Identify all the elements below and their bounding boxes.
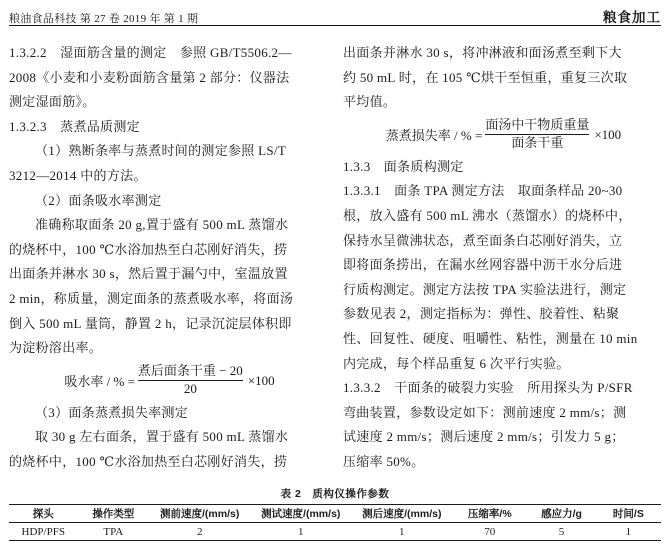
formula-label: 吸水率 / % = [64, 374, 135, 390]
table-2-block [9, 486, 661, 541]
cell-operation-type: TPA [103, 525, 124, 538]
body-line: 压缩率 50%。 [343, 453, 425, 469]
journal-info: 粮油食品科技 第 27 卷 2019 年 第 1 期 [9, 13, 199, 25]
body-line: （2）面条吸水率测定 [35, 192, 162, 208]
cell-compression-ratio: 70 [484, 525, 496, 538]
formula-numerator: 面汤中干物质重量 [485, 117, 590, 133]
col-header-trigger-force: 感应力/g [541, 508, 582, 520]
formula-multiplier: ×100 [247, 372, 275, 388]
body-line: 性、回复性、硬度、咀嚼性、粘性，测量在 10 min [343, 330, 638, 346]
cell-probe: HDP/PFS [21, 525, 65, 538]
body-line: 准确称取面条 20 g,置于盛有 500 mL 蒸馏水 [35, 217, 289, 233]
body-line: 1.3.2.3 蒸煮品质测定 [9, 118, 140, 134]
formula-multiplier: ×100 [594, 126, 622, 142]
two-column-body [9, 41, 664, 475]
body-line: 试速度 2 mm/s；测后速度 2 mm/s；引发力 5 g； [343, 429, 625, 445]
page-header [9, 6, 661, 26]
body-line: 约 50 mL 时，在 105 ℃烘干至恒重，重复三次取 [343, 69, 628, 85]
cell-posttest-speed: 1 [399, 525, 405, 538]
body-line: 倒入 500 mL 量筒，静置 2 h，记录沉淀层体积即 [9, 315, 292, 331]
cell-time: 1 [625, 525, 632, 538]
col-header-time: 时间/S [612, 508, 644, 520]
column-right [343, 41, 664, 475]
body-line: 测定湿面筋》。 [9, 94, 96, 110]
cell-test-speed: 1 [297, 525, 304, 538]
cell-pretest-speed: 2 [196, 525, 203, 538]
body-line: 平均值。 [343, 94, 397, 110]
body-line: 出面条并淋水 30 s，然后置于漏勺中，室温放置 [9, 266, 288, 282]
body-line: 的烧杯中，100 ℃水浴加热至白芯刚好消失，捞 [9, 241, 288, 257]
formula-denominator: 20 [138, 380, 243, 398]
body-line: 弯曲装置，参数设定如下：测前速度 2 mm/s；测 [343, 404, 627, 420]
body-line: （1）熟断条率与蒸煮时间的测定参照 LS/T [35, 143, 287, 159]
body-line: 2008《小麦和小麦粉面筋含量第 2 部分：仪器法 [9, 69, 290, 85]
formula-label: 蒸煮损失率 / % = [385, 128, 483, 144]
body-line: 出面条并淋水 30 s，将冲淋液和面汤煮至剩下大 [343, 45, 622, 60]
col-header-compression-ratio: 压缩率/% [467, 508, 512, 520]
formula-cooking-loss [343, 115, 664, 155]
cell-trigger-force: 5 [558, 525, 565, 538]
formula-numerator: 煮后面条干重 − 20 [137, 363, 243, 379]
formula-fraction [485, 117, 589, 152]
body-line: 内完成，每个样品重复 6 次平行实验。 [343, 355, 570, 371]
body-line: 根，放入盛有 500 mL 沸水（蒸馏水）的烧杯中， [343, 207, 632, 223]
texture-analyzer-params-table [9, 504, 661, 541]
formula-water-absorption [9, 361, 330, 401]
col-header-test-speed: 测试速度/(mm/s) [261, 508, 341, 520]
formula-fraction [138, 363, 243, 398]
body-line: 行质构测定。测定方法按 TPA 实验法进行，测定 [343, 281, 627, 297]
body-line: 为淀粉溶出率。 [9, 340, 103, 356]
body-line: 3212—2014 中的方法。 [9, 167, 147, 183]
table-caption: 表 2 质构仪操作参数 [280, 488, 390, 500]
body-line: （3）面条蒸煮损失率测定 [35, 404, 189, 420]
col-header-pretest-speed: 测前速度/(mm/s) [160, 508, 240, 520]
body-line: 的烧杯中，100 ℃水浴加热至白芯刚好消失，捞 [9, 453, 288, 469]
body-line: 即将面条捞出，在漏水丝网容器中沥干水分后进 [343, 257, 623, 273]
formula-denominator: 面条干重 [485, 134, 589, 152]
col-header-posttest-speed: 测后速度/(mm/s) [362, 508, 442, 520]
section-label: 粮食加工 [603, 10, 661, 25]
body-line: 取 30 g 左右面条，置于盛有 500 mL 蒸馏水 [35, 429, 289, 445]
body-line: 参数见表 2，测定指标为：弹性、胶着性、粘聚 [343, 306, 620, 322]
table-header-row [9, 505, 661, 523]
column-left [9, 41, 330, 475]
col-header-operation-type: 操作类型 [92, 508, 135, 520]
body-line: 1.3.2.2 湿面筋含量的测定 参照 GB/T5506.2— [9, 45, 292, 60]
table-row [9, 523, 661, 541]
body-line: 1.3.3 面条质构测定 [343, 158, 464, 174]
body-line: 1.3.3.2 干面条的破裂力实验 所用探头为 P/SFR [343, 380, 633, 396]
body-line: 保持水呈微沸状态，煮至面条白芯刚好消失，立 [343, 232, 623, 248]
body-line: 2 min，称质量，测定面条的蒸煮吸水率，将面汤 [9, 290, 294, 306]
body-line: 1.3.3.1 面条 TPA 测定方法 取面条样品 20~30 [343, 183, 623, 199]
header-divider [9, 25, 661, 26]
col-header-probe: 探头 [32, 508, 54, 520]
